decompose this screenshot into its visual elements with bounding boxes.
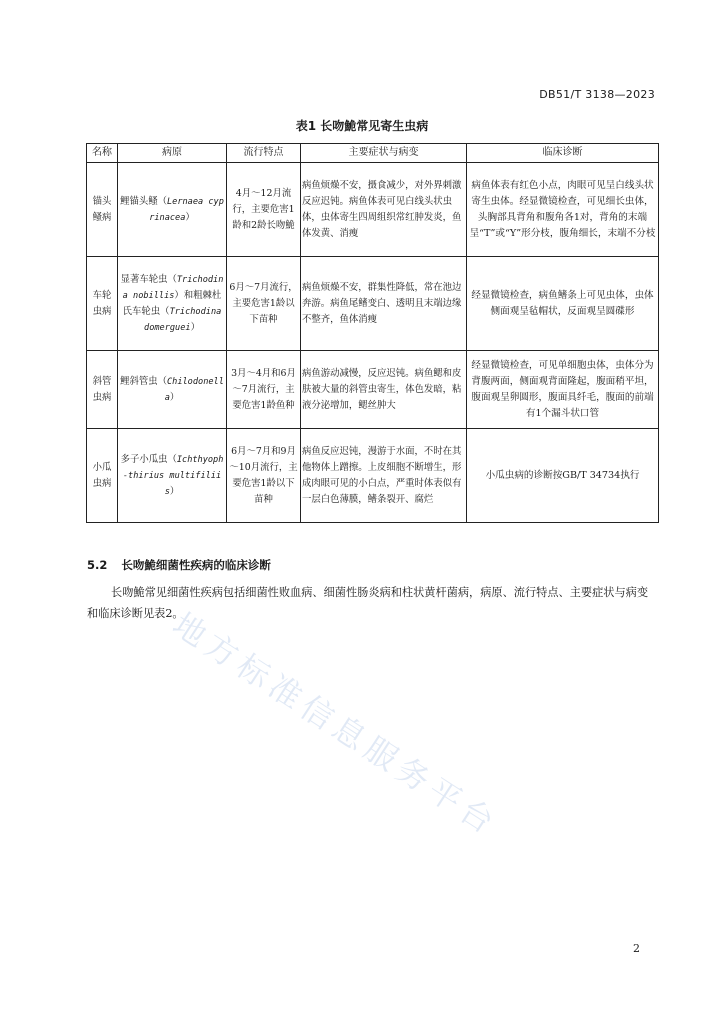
pathogen-tail: ）: [185, 211, 195, 223]
disease-name: 车轮虫病: [87, 257, 118, 351]
pathogen-cell: [118, 163, 227, 257]
pathogen-tail: ）: [169, 391, 180, 403]
pathogen-tail: ）: [190, 321, 200, 333]
pathogen-cell: [118, 429, 227, 523]
pathogen-tail: ）: [169, 485, 180, 497]
col-header-name: 名称: [87, 144, 118, 163]
diagnosis-cell: 病鱼体表有红色小点，肉眼可见呈白线头状寄生虫体。经显微镜检查，可见细长虫体，头胸部具背角和腹角各1对，背角的末端呈“T”或“Y”形分枝，腹角细长，末端不分枝: [467, 163, 659, 257]
epidemic-cell: 6月～7月流行，主要危害1龄以下苗种: [227, 257, 301, 351]
watermark: 地方标准信息服务平台: [166, 605, 506, 844]
pathogen-latin-2: Trichodina domerguei: [144, 306, 222, 333]
table-header-row: [87, 144, 659, 163]
pathogen-latin: Lernaea cyprinacea: [149, 196, 224, 223]
col-header-epidemic: 流行特点: [227, 144, 301, 163]
pathogen-cn: 显著车轮虫（: [120, 273, 177, 285]
pathogen-cell: [118, 351, 227, 429]
col-header-pathogen: 病原: [118, 144, 227, 163]
pathogen-latin: Chilodonella: [164, 376, 224, 403]
diagnosis-cell: 小瓜虫病的诊断按GB/T 34734执行: [467, 429, 659, 523]
col-header-diagnosis: 临床诊断: [467, 144, 659, 163]
table-row: [87, 257, 659, 351]
section-heading: [87, 557, 271, 573]
disease-name: 小瓜虫病: [87, 429, 118, 523]
symptoms-cell: 病鱼反应迟钝，漫游于水面，不时在其他物体上蹭擦。上皮细胞不断增生，形成肉眼可见的小白点，严重时体表似有一层白色薄膜，鳍条裂开、腐烂: [301, 429, 467, 523]
document-code: DB51/T 3138—2023: [539, 88, 655, 101]
epidemic-cell: 3月～4月和6月～7月流行，主要危害1龄鱼种: [227, 351, 301, 429]
table-row: [87, 351, 659, 429]
pathogen-cn: 鲤斜管虫（: [120, 375, 167, 387]
pathogen-cn: 鲤锚头鳋（: [120, 195, 167, 207]
table-row: [87, 163, 659, 257]
table-title: 表1 长吻鮠常见寄生虫病: [295, 119, 429, 133]
diagnosis-cell: 经显微镜检查，可见单细胞虫体，虫体分为背腹两面，侧面观背面隆起，腹面稍平坦，腹面观呈卵圆形，腹面具纤毛，腹面的前端有1个漏斗状口管: [467, 351, 659, 429]
body-paragraph: 长吻鮠常见细菌性疾病包括细菌性败血病、细菌性肠炎病和柱状黄杆菌病，病原、流行特点、主要症状与病变和临床诊断见表2。: [87, 586, 649, 620]
symptoms-cell: 病鱼游动减慢，反应迟钝。病鱼鳃和皮肤被大量的斜管虫寄生，体色发暗，粘液分泌增加，鳃丝肿大: [301, 351, 467, 429]
diagnosis-cell: 经显微镜检查，病鱼鳍条上可见虫体，虫体侧面观呈毡帽状，反面观呈圆碟形: [467, 257, 659, 351]
section-number: 5.2: [87, 558, 108, 572]
pathogen-mid: ）和粗棘杜氏车轮虫（: [122, 289, 222, 317]
page-number: 2: [633, 942, 640, 955]
section-title: 长吻鮠细菌性疾病的临床诊断: [121, 558, 271, 572]
pathogen-cell: [118, 257, 227, 351]
symptoms-cell: 病鱼烦燥不安，群集性降低，常在池边奔游。病鱼尾鳍变白、透明且末端边缘不整齐，鱼体消瘦: [301, 257, 467, 351]
col-header-symptoms: 主要症状与病变: [301, 144, 467, 163]
parasite-disease-table: [86, 143, 659, 523]
disease-name: 锚头鳋病: [87, 163, 118, 257]
pathogen-latin: Trichodina nobillis: [122, 274, 224, 301]
table-row: [87, 429, 659, 523]
pathogen-cn: 多子小瓜虫（: [120, 453, 177, 465]
epidemic-cell: 4月～12月流行，主要危害1龄和2龄长吻鮠: [227, 163, 301, 257]
epidemic-cell: 6月～7月和9月～10月流行，主要危害1龄以下苗种: [227, 429, 301, 523]
disease-name: 斜管虫病: [87, 351, 118, 429]
symptoms-cell: 病鱼烦燥不安，摄食减少，对外界刺激反应迟钝。病鱼体表可见白线头状虫体，虫体寄生四周组织常红肿发炎，鱼体发黄、消瘦: [301, 163, 467, 257]
pathogen-latin: Ichthyoph-thirius multifiliis: [122, 454, 224, 497]
